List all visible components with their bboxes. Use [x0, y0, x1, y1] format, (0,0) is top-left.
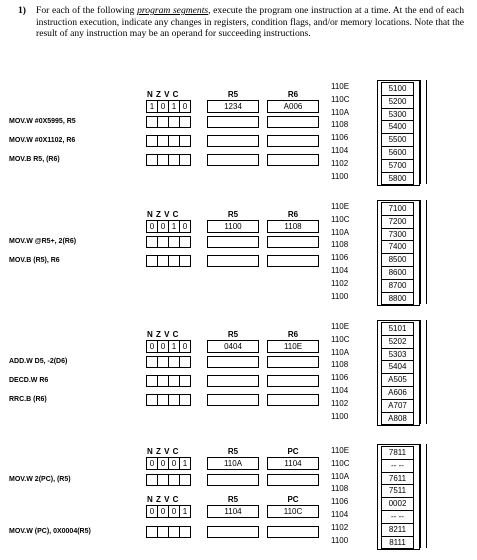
flags-initial [146, 457, 190, 470]
flags-initial-cell: 0 [157, 220, 169, 233]
memory-column [381, 322, 414, 425]
memory-cell: A707 [382, 400, 413, 413]
address-label: 1108 [331, 240, 349, 250]
flags-answer[interactable] [146, 474, 190, 486]
reg-header: PC [287, 447, 299, 456]
address-label: 110C [331, 458, 350, 468]
flag-header: NZVC [147, 447, 182, 456]
flags-answer-cell[interactable] [179, 375, 191, 387]
reg-value: 1104 [207, 505, 259, 518]
intro-text-pre: For each of the following [36, 5, 138, 16]
flag-header: NZVC [147, 90, 182, 99]
instruction: MOV.B (R5), R6 [9, 257, 60, 264]
memory-answer-column[interactable] [420, 444, 421, 548]
reg-value: 1108 [267, 220, 319, 233]
flags-answer[interactable] [146, 135, 190, 147]
flags-answer[interactable] [146, 236, 190, 248]
reg-answer[interactable] [267, 116, 319, 128]
address-label: 1100 [331, 411, 349, 421]
instruction: MOV.W #0X5995, R5 [9, 118, 76, 125]
reg-answer[interactable] [267, 236, 319, 248]
memory-cell: A606 [382, 387, 413, 400]
instruction: MOV.W #0X1102, R6 [9, 137, 76, 144]
flags-answer-cell[interactable] [179, 236, 191, 248]
flag-header: NZVC [147, 330, 182, 339]
address-label: 1102 [331, 522, 349, 532]
flags-initial [146, 340, 190, 353]
address-label: 1102 [331, 278, 349, 288]
address-label: 110A [331, 107, 350, 117]
flags-initial-cell: 0 [146, 340, 158, 353]
memory-cell: 8600 [382, 267, 413, 280]
flags-initial [146, 505, 190, 518]
flags-initial-cell: 0 [146, 505, 158, 518]
reg-answer[interactable] [267, 356, 319, 368]
reg-answer[interactable] [267, 375, 319, 387]
memory-answer-column[interactable] [420, 80, 421, 184]
address-label: 1106 [331, 133, 349, 143]
reg-answer[interactable] [267, 394, 319, 406]
flags-initial-cell: 1 [146, 100, 158, 113]
instruction: MOV.W (PC), 0X0004(R5) [9, 528, 91, 535]
memory-cell: 5800 [388, 173, 407, 183]
address-label: 110E [331, 446, 350, 455]
instruction: MOV.W @R5+, 2(R6) [9, 238, 77, 245]
address-label: 110C [331, 214, 350, 224]
reg-header: R5 [227, 90, 239, 99]
flags-initial-cell: 1 [179, 505, 191, 518]
memory-column [381, 202, 414, 305]
memory-cell: 8211 [382, 524, 413, 537]
reg-answer[interactable] [207, 236, 259, 248]
flags-initial-cell: 0 [146, 457, 158, 470]
memory-answer-column[interactable] [426, 80, 427, 184]
instruction: MOV.W 2(PC), (R5) [9, 476, 71, 483]
address-label: 110A [331, 471, 350, 481]
memory-cell: 5101 [382, 323, 413, 336]
flags-initial-cell: 0 [146, 220, 158, 233]
reg-header: R6 [287, 210, 299, 219]
reg-answer[interactable] [207, 356, 259, 368]
flags-answer-cell[interactable] [179, 474, 191, 486]
reg-header: PC [287, 495, 299, 504]
reg-answer[interactable] [207, 474, 259, 486]
memory-cell: A808 [388, 413, 407, 423]
problem-number: 1) [18, 5, 26, 16]
flags-answer-cell[interactable] [179, 135, 191, 147]
memory-cell: 5404 [382, 361, 413, 374]
flags-answer-cell[interactable] [179, 356, 191, 368]
reg-answer[interactable] [267, 474, 319, 486]
flags-answer[interactable] [146, 255, 190, 267]
address-label: 1102 [331, 158, 349, 168]
reg-value: 110A [207, 457, 259, 470]
flags-answer[interactable] [146, 526, 190, 538]
memory-cell: 7811 [382, 447, 413, 460]
address-label: 1100 [331, 291, 349, 301]
reg-value: 110C [267, 505, 319, 518]
flag-header: NZVC [147, 210, 182, 219]
memory-answer-column[interactable] [426, 200, 427, 304]
reg-answer[interactable] [207, 375, 259, 387]
memory-cell: 7200 [382, 216, 413, 229]
flags-initial-cell: 0 [168, 457, 180, 470]
reg-header: R5 [227, 447, 239, 456]
address-label: 110E [331, 82, 350, 91]
flags-initial [146, 100, 190, 113]
flags-answer-cell[interactable] [179, 255, 191, 267]
reg-header: R5 [227, 495, 239, 504]
reg-answer[interactable] [267, 526, 319, 538]
memory-cell: 8700 [382, 280, 413, 293]
reg-header: R6 [287, 90, 299, 99]
memory-answer-column[interactable] [426, 444, 427, 548]
flags-answer[interactable] [146, 154, 190, 166]
address-label: 1108 [331, 360, 349, 370]
reg-value: 110E [267, 340, 319, 353]
memory-cell: -- -- [382, 460, 413, 473]
memory-column [381, 446, 414, 549]
reg-answer[interactable] [267, 255, 319, 267]
reg-answer[interactable] [207, 526, 259, 538]
flags-initial-cell: 0 [179, 340, 191, 353]
reg-answer[interactable] [207, 154, 259, 166]
flags-answer[interactable] [146, 116, 190, 128]
flags-initial-cell: 1 [179, 457, 191, 470]
instruction: DECD.W R6 [9, 377, 49, 384]
instruction: MOV.B R5, (R6) [9, 156, 60, 163]
address-label: 1100 [331, 171, 349, 181]
memory-cell: 8500 [382, 254, 413, 267]
memory-cell: 8800 [388, 293, 407, 303]
reg-answer[interactable] [207, 116, 259, 128]
memory-cell: 0002 [382, 498, 413, 511]
flags-answer-cell[interactable] [179, 526, 191, 538]
memory-cell: -- -- [382, 511, 413, 524]
problem-statement [18, 5, 464, 40]
memory-column [381, 82, 414, 185]
memory-answer-column[interactable] [426, 320, 427, 424]
memory-cell: 5400 [382, 121, 413, 134]
memory-answer-column[interactable] [420, 200, 421, 304]
flags-initial-cell: 0 [157, 100, 169, 113]
address-label: 110A [331, 347, 350, 357]
address-label: 1108 [331, 120, 349, 130]
flags-initial-cell: 0 [157, 340, 169, 353]
reg-header: R5 [227, 330, 239, 339]
flags-initial-cell: 0 [157, 457, 169, 470]
reg-answer[interactable] [207, 255, 259, 267]
flags-initial-cell: 1 [168, 340, 180, 353]
memory-answer-column[interactable] [420, 320, 421, 424]
flags-initial-cell: 1 [168, 220, 180, 233]
reg-value: A006 [267, 100, 319, 113]
address-label: 110C [331, 334, 350, 344]
address-label: 1104 [331, 266, 349, 275]
instruction: ADD.W D5, -2(D6) [9, 358, 68, 365]
flags-answer[interactable] [146, 394, 190, 406]
flags-initial-cell: 1 [168, 100, 180, 113]
address-label: 1104 [331, 510, 349, 519]
reg-answer[interactable] [207, 135, 259, 147]
memory-cell: 5600 [382, 147, 413, 160]
address-label: 1106 [331, 373, 349, 383]
reg-answer[interactable] [207, 394, 259, 406]
address-label: 1106 [331, 253, 349, 263]
memory-cell: 7300 [382, 229, 413, 242]
address-label: 110A [331, 227, 350, 237]
reg-value: 1234 [207, 100, 259, 113]
memory-cell: 5100 [382, 83, 413, 96]
memory-cell: 5700 [382, 160, 413, 173]
flags-initial [146, 220, 190, 233]
address-label: 110E [331, 322, 350, 331]
intro-underlined: program segments [137, 5, 209, 16]
flags-initial-cell: 0 [168, 505, 180, 518]
address-label: 1104 [331, 386, 349, 395]
memory-cell: 7100 [382, 203, 413, 216]
memory-cell: 5200 [382, 96, 413, 109]
address-label: 1106 [331, 497, 349, 507]
flags-answer-cell[interactable] [179, 154, 191, 166]
flags-answer-cell[interactable] [179, 394, 191, 406]
memory-cell: 5500 [382, 134, 413, 147]
reg-header: R6 [287, 330, 299, 339]
address-label: 110C [331, 94, 350, 104]
flags-initial-cell: 0 [179, 100, 191, 113]
intro-text-post: , execute the program one instruction at a time. At the end of each instruction execution, indicate any changes in registers, condition flags, and/or memory locations. Note that the result of any instruction may be an operand for succeeding instructions. [36, 5, 464, 40]
memory-cell: 7611 [382, 473, 413, 486]
memory-cell: 5303 [382, 349, 413, 362]
memory-cell: 8111 [389, 537, 406, 547]
address-label: 110E [331, 202, 350, 211]
flags-answer-cell[interactable] [179, 116, 191, 128]
memory-cell: 7511 [382, 485, 413, 498]
flags-initial-cell: 0 [157, 505, 169, 518]
reg-answer[interactable] [267, 135, 319, 147]
address-label: 1102 [331, 398, 349, 408]
address-label: 1108 [331, 484, 349, 494]
address-label: 1104 [331, 146, 349, 155]
reg-value: 1104 [267, 457, 319, 470]
flag-header: NZVC [147, 495, 182, 504]
reg-value: 1100 [207, 220, 259, 233]
reg-header: R5 [227, 210, 239, 219]
address-label: 1100 [331, 535, 349, 545]
memory-cell: A505 [382, 374, 413, 387]
flags-answer[interactable] [146, 356, 190, 368]
reg-value: 0404 [207, 340, 259, 353]
memory-cell: 7400 [382, 241, 413, 254]
reg-answer[interactable] [267, 154, 319, 166]
instruction: RRC.B (R6) [9, 396, 47, 403]
flags-answer[interactable] [146, 375, 190, 387]
memory-cell: 5300 [382, 109, 413, 122]
memory-cell: 5202 [382, 336, 413, 349]
flags-initial-cell: 0 [179, 220, 191, 233]
